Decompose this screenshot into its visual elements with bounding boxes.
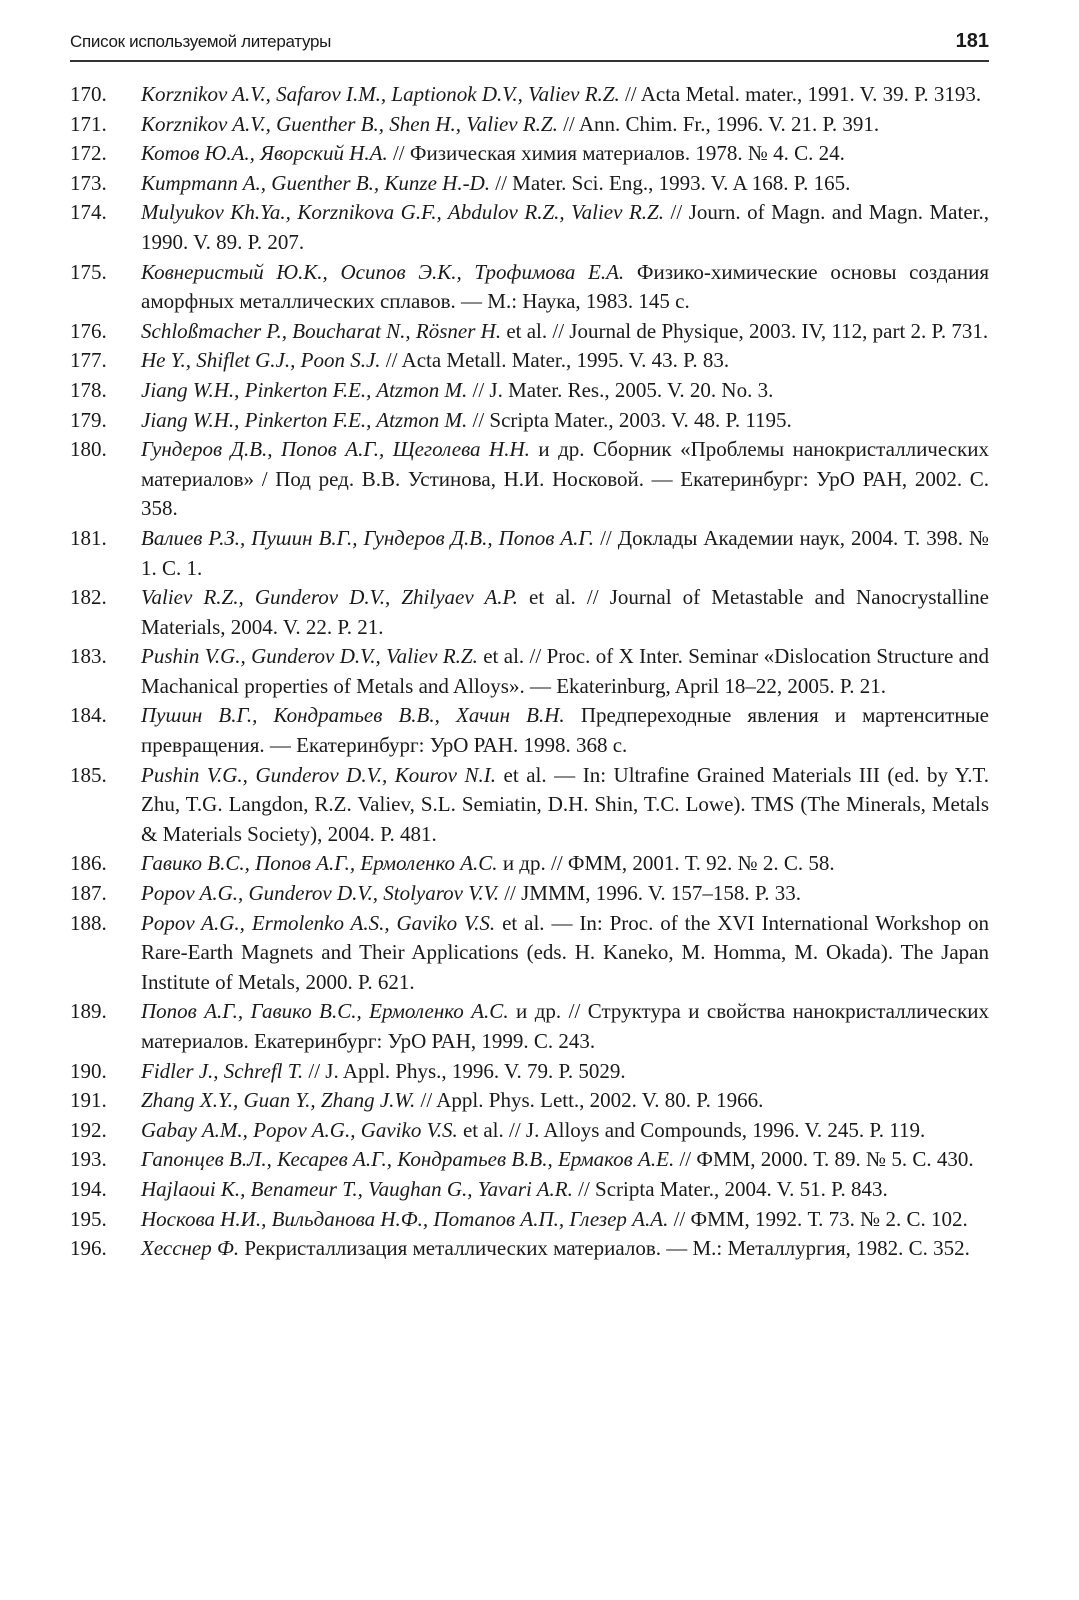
reference-source: // Scripta Mater., 2004. V. 51. P. 843. bbox=[572, 1176, 888, 1201]
reference-source: // J. Mater. Res., 2005. V. 20. No. 3. bbox=[467, 377, 774, 402]
reference-authors: Котов Ю.А., Яворский Н.А. bbox=[141, 141, 388, 166]
reference-text bbox=[141, 258, 989, 317]
reference-authors: Popov A.G., Gunderov D.V., Stolyarov V.V. bbox=[141, 881, 499, 906]
reference-text bbox=[141, 317, 989, 347]
reference-source: // Journ. of Magn. and Magn. Mater., 1990. V. 89. P. 207. bbox=[141, 200, 989, 254]
reference-text bbox=[141, 80, 989, 110]
reference-list bbox=[70, 80, 989, 1264]
reference-source: et al. // Journal de Physique, 2003. IV, 112, part 2. P. 731. bbox=[501, 318, 989, 343]
reference-number: 170. bbox=[70, 82, 107, 106]
reference-text bbox=[141, 1086, 989, 1116]
reference-text bbox=[141, 583, 989, 642]
reference-source: et al. — In: Proc. of the XVI International Workshop on Rare-Earth Magnets and Their Applications (eds. H. Kaneko, M. Homma, M. Okada). The Japan Institute of Metals, 2000. P. 621. bbox=[141, 910, 989, 994]
reference-item bbox=[70, 909, 989, 998]
reference-authors: Popov A.G., Ermolenko A.S., Gaviko V.S. bbox=[141, 910, 496, 935]
reference-number: 191. bbox=[70, 1088, 107, 1113]
reference-authors: Гавико В.С., Попов А.Г., Ермоленко А.С. bbox=[141, 851, 498, 876]
reference-item bbox=[70, 1175, 989, 1205]
reference-authors: Пушин В.Г., Кондратьев В.В., Хачин В.Н. bbox=[141, 703, 565, 728]
reference-text bbox=[141, 524, 989, 583]
reference-authors: Kumpmann A., Guenther B., Kunze H.-D. bbox=[141, 170, 491, 195]
reference-authors: Гапонцев В.Л., Кесарев А.Г., Кондратьев В.В., Ермаков А.Е. bbox=[141, 1147, 675, 1172]
reference-source: // Acta Metall. Mater., 1995. V. 43. P. 83. bbox=[380, 348, 730, 373]
reference-item bbox=[70, 1057, 989, 1087]
reference-source: et al. // Proc. of X Inter. Seminar «Dislocation Structure and Machanical properties of Metals and Alloys». — Ekaterinburg, April 18–22, 2005. P. 21. bbox=[141, 644, 989, 698]
reference-source: // Appl. Phys. Lett., 2002. V. 80. P. 1966. bbox=[415, 1088, 764, 1113]
reference-item bbox=[70, 376, 989, 406]
reference-text bbox=[141, 701, 989, 760]
reference-item bbox=[70, 406, 989, 436]
reference-authors: Ковнеристый Ю.К., Осипов Э.К., Трофимова Е.А. bbox=[141, 259, 625, 284]
reference-item bbox=[70, 849, 989, 879]
reference-source: // ФММ, 1992. Т. 73. № 2. С. 102. bbox=[668, 1206, 968, 1231]
reference-source: et al. // J. Alloys and Compounds, 1996. V. 245. P. 119. bbox=[457, 1117, 926, 1142]
reference-text bbox=[141, 406, 989, 436]
reference-number: 189. bbox=[70, 999, 107, 1024]
reference-text bbox=[141, 346, 989, 376]
reference-item bbox=[70, 1234, 989, 1264]
reference-text bbox=[141, 1234, 989, 1264]
reference-text bbox=[141, 879, 989, 909]
reference-authors: Schloßmacher P., Boucharat N., Rösner H. bbox=[141, 318, 502, 343]
reference-text bbox=[141, 1175, 989, 1205]
reference-item bbox=[70, 642, 989, 701]
reference-item bbox=[70, 110, 989, 140]
reference-source: // Физическая химия материалов. 1978. № 4. С. 24. bbox=[387, 141, 845, 166]
reference-text bbox=[141, 997, 989, 1056]
reference-text bbox=[141, 376, 989, 406]
reference-authors: Korznikov A.V., Guenther B., Shen H., Valiev R.Z. bbox=[141, 111, 558, 136]
reference-number: 186. bbox=[70, 851, 107, 876]
reference-authors: Mulyukov Kh.Ya., Korznikova G.F., Abdulov R.Z., Valiev R.Z. bbox=[141, 200, 664, 225]
reference-text bbox=[141, 1205, 989, 1235]
reference-item bbox=[70, 435, 989, 524]
reference-number: 175. bbox=[70, 259, 107, 284]
reference-item bbox=[70, 346, 989, 376]
reference-number: 171. bbox=[70, 111, 107, 136]
reference-authors: Zhang X.Y., Guan Y., Zhang J.W. bbox=[141, 1088, 416, 1113]
reference-number: 172. bbox=[70, 141, 107, 166]
reference-source: // J. Appl. Phys., 1996. V. 79. P. 5029. bbox=[303, 1058, 626, 1083]
reference-text bbox=[141, 169, 989, 199]
reference-source: и др. Сборник «Проблемы нанокристаллических материалов» / Под ред. В.В. Устинова, Н.И. Носковой. — Екатеринбург: УрО РАН, 2002. С. 358. bbox=[141, 437, 989, 521]
reference-item bbox=[70, 258, 989, 317]
reference-text bbox=[141, 761, 989, 850]
reference-authors: Pushin V.G., Gunderov D.V., Valiev R.Z. bbox=[141, 644, 478, 669]
reference-number: 180. bbox=[70, 437, 107, 462]
reference-item bbox=[70, 139, 989, 169]
reference-authors: Носкова Н.И., Вильданова Н.Ф., Потапов А.П., Глезер А.А. bbox=[141, 1206, 669, 1231]
reference-number: 173. bbox=[70, 170, 107, 195]
reference-item bbox=[70, 524, 989, 583]
reference-text bbox=[141, 435, 989, 524]
reference-number: 187. bbox=[70, 881, 107, 906]
reference-source: Рекристаллизация металлических материалов. — М.: Металлургия, 1982. С. 352. bbox=[239, 1236, 970, 1261]
reference-source: // Scripta Mater., 2003. V. 48. P. 1195. bbox=[467, 407, 792, 432]
reference-text bbox=[141, 198, 989, 257]
reference-item bbox=[70, 583, 989, 642]
reference-number: 181. bbox=[70, 525, 107, 550]
reference-number: 188. bbox=[70, 910, 107, 935]
reference-number: 195. bbox=[70, 1206, 107, 1231]
reference-number: 179. bbox=[70, 407, 107, 432]
reference-authors: Гундеров Д.В., Попов А.Г., Щеголева Н.Н. bbox=[141, 437, 530, 462]
reference-item bbox=[70, 80, 989, 110]
reference-number: 185. bbox=[70, 762, 107, 787]
reference-item bbox=[70, 1205, 989, 1235]
reference-authors: Gabay A.M., Popov A.G., Gaviko V.S. bbox=[141, 1117, 458, 1142]
reference-authors: Fidler J., Schrefl T. bbox=[141, 1058, 304, 1083]
reference-source: Предпереходные явления и мартенситные превращения. — Екатеринбург: УрО РАН. 1998. 368 с. bbox=[141, 703, 990, 758]
reference-source: // Acta Metal. mater., 1991. V. 39. P. 3193. bbox=[619, 82, 982, 106]
reference-authors: Hajlaoui K., Benameur T., Vaughan G., Yavari A.R. bbox=[141, 1176, 573, 1201]
reference-text bbox=[141, 849, 989, 879]
reference-authors: Jiang W.H., Pinkerton F.E., Atzmon M. bbox=[141, 377, 468, 402]
reference-text bbox=[141, 110, 989, 140]
reference-text bbox=[141, 642, 989, 701]
reference-number: 183. bbox=[70, 644, 107, 669]
reference-number: 177. bbox=[70, 348, 107, 373]
reference-authors: Pushin V.G., Gunderov D.V., Kourov N.I. bbox=[141, 762, 496, 787]
reference-source: и др. // ФММ, 2001. Т. 92. № 2. С. 58. bbox=[497, 851, 835, 876]
reference-source: и др. // Структура и свойства нанокристаллических материалов. Екатеринбург: УрО РАН, 1999. С. 243. bbox=[141, 999, 990, 1053]
reference-item bbox=[70, 997, 989, 1056]
reference-item bbox=[70, 1086, 989, 1116]
reference-authors: Попов А.Г., Гавико В.С., Ермоленко А.С. bbox=[141, 999, 509, 1024]
reference-item bbox=[70, 761, 989, 850]
reference-text bbox=[141, 1116, 989, 1146]
reference-source: Физико-химические основы создания аморфных металлических сплавов. — М.: Наука, 1983. 145 с. bbox=[141, 259, 989, 314]
reference-source: // ФММ, 2000. Т. 89. № 5. С. 430. bbox=[674, 1147, 974, 1172]
reference-source: // JMMM, 1996. V. 157–158. P. 33. bbox=[498, 881, 801, 906]
reference-text bbox=[141, 1057, 989, 1087]
reference-number: 194. bbox=[70, 1176, 107, 1201]
reference-number: 174. bbox=[70, 200, 107, 225]
reference-number: 190. bbox=[70, 1058, 107, 1083]
reference-item bbox=[70, 879, 989, 909]
reference-authors: Jiang W.H., Pinkerton F.E., Atzmon M. bbox=[141, 407, 468, 432]
reference-item bbox=[70, 701, 989, 760]
reference-item bbox=[70, 1145, 989, 1175]
reference-source: // Ann. Chim. Fr., 1996. V. 21. P. 391. bbox=[557, 111, 880, 136]
reference-item bbox=[70, 198, 989, 257]
reference-source: // Доклады Академии наук, 2004. Т. 398. № 1. С. 1. bbox=[141, 525, 990, 580]
reference-source: et al. // Journal of Metastable and Nanocrystalline Materials, 2004. V. 22. P. 21. bbox=[141, 585, 989, 639]
reference-number: 178. bbox=[70, 377, 107, 402]
reference-authors: He Y., Shiflet G.J., Poon S.J. bbox=[141, 348, 381, 373]
running-title: Список используемой литературы bbox=[70, 32, 332, 51]
reference-authors: Korznikov A.V., Safarov I.M., Laptionok D.V., Valiev R.Z. bbox=[141, 82, 620, 106]
reference-text bbox=[141, 1145, 989, 1175]
page-number: 181 bbox=[955, 30, 989, 52]
reference-item bbox=[70, 1116, 989, 1146]
reference-number: 182. bbox=[70, 585, 107, 610]
reference-number: 184. bbox=[70, 703, 107, 728]
page-header bbox=[70, 26, 989, 62]
reference-source: et al. — In: Ultrafine Grained Materials III (ed. by Y.T. Zhu, T.G. Langdon, R.Z. Valiev, S.L. Semiatin, D.H. Shin, T.C. Lowe). TMS (The Minerals, Metals & Materials Society), 2004. P. 481. bbox=[141, 762, 989, 846]
reference-number: 193. bbox=[70, 1147, 107, 1172]
reference-number: 196. bbox=[70, 1236, 107, 1261]
reference-item bbox=[70, 317, 989, 347]
reference-number: 192. bbox=[70, 1117, 107, 1142]
reference-authors: Валиев Р.З., Пушин В.Г., Гундеров Д.В., Попов А.Г. bbox=[141, 525, 595, 550]
reference-authors: Хесснер Ф. bbox=[141, 1236, 240, 1261]
reference-text bbox=[141, 139, 989, 169]
reference-text bbox=[141, 909, 989, 998]
reference-authors: Valiev R.Z., Gunderov D.V., Zhilyaev A.P. bbox=[141, 585, 518, 610]
reference-source: // Mater. Sci. Eng., 1993. V. A 168. P. 165. bbox=[490, 170, 851, 195]
reference-number: 176. bbox=[70, 318, 107, 343]
reference-item bbox=[70, 169, 989, 199]
